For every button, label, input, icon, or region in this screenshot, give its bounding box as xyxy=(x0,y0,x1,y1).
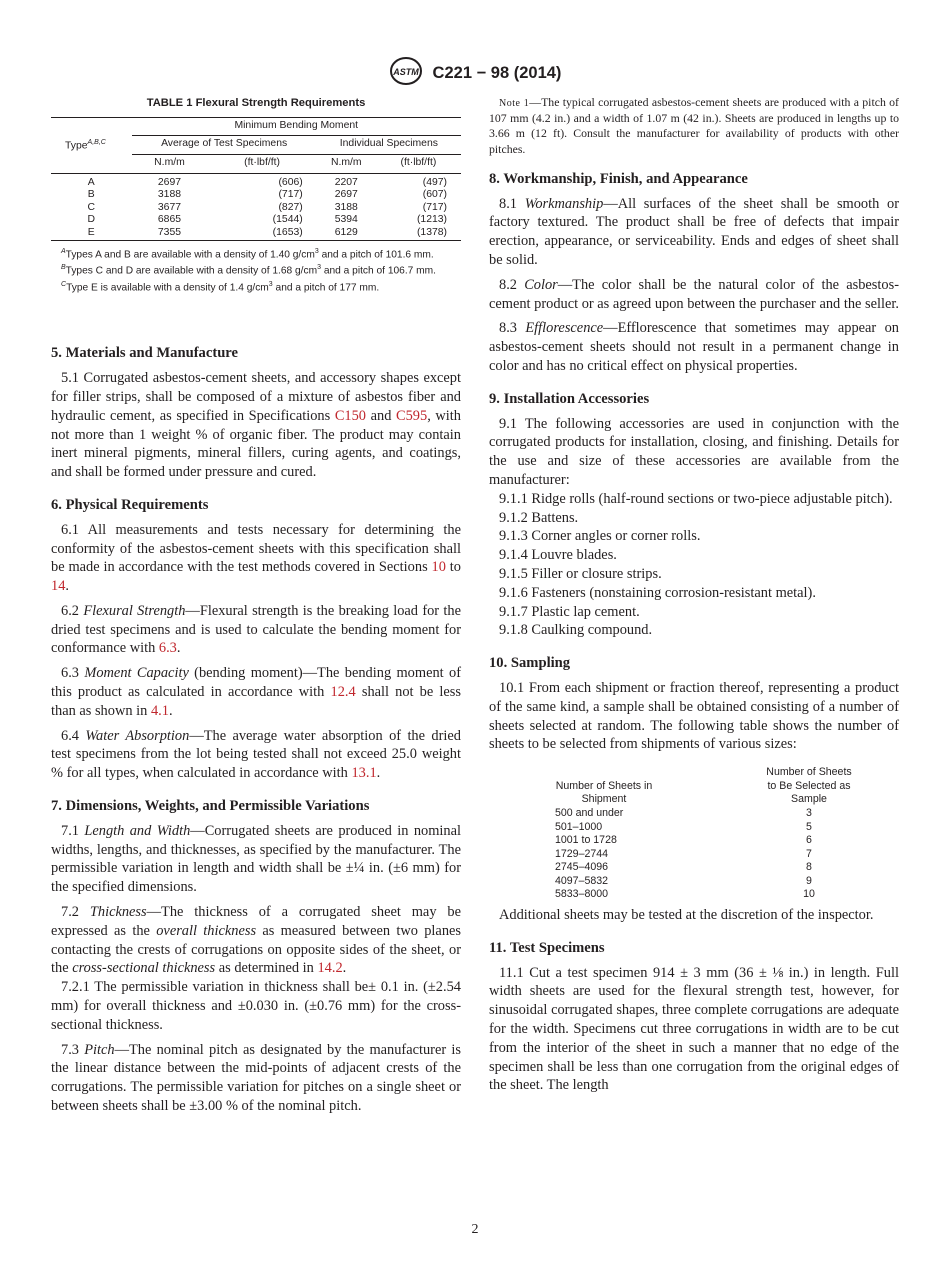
sampling-header-shipment: Number of Sheets in xyxy=(555,779,653,792)
sampling-header-sample: Number of Sheets xyxy=(766,766,852,779)
table-row: 5833–8000 10 xyxy=(555,888,815,901)
table-row: 4097–5832 9 xyxy=(555,874,812,887)
table-row: 500 and under 3 xyxy=(555,806,812,819)
paragraph-7-2-1: 7.2.1 The permissible variation in thickness shall be± 0.1 in. (±2.54 mm) for overall thickness and ±0.030 in. (±0.76 mm) for the cross-sectional thickness. xyxy=(51,979,461,1033)
link-4-1[interactable]: 4.1 xyxy=(150,702,169,719)
paragraph-7-1: 7.1 Length and Width—Corrugated sheets are produced in nominal widths, lengths, and thicknesses, as specified by the manufacturer. The permissible variation in length and width shall be ±¼ in. (±6 mm) for the specified dimensions. xyxy=(51,822,461,896)
link-6-3[interactable]: 6.3 xyxy=(158,640,177,657)
paragraph-10-1: 10.1 From each shipment or fraction thereof, representing a product of the same kind, a sample shall be obtained consisting of a number of sheets selected at random. The following table shows the number of sheets to be selected from shipments of various sizes: xyxy=(489,679,899,753)
table1-footnote-b: $^B$Types C and D are available with a density of 1.68 $g/cm^3$ and a pitch of 106.7 mm. xyxy=(61,264,436,277)
link-c595[interactable]: C595 xyxy=(396,407,428,424)
sub-header-individual: Individual Specimens xyxy=(317,136,461,155)
sub-header-average: Average of Test Specimens xyxy=(132,136,317,155)
paragraph-6-3: 6.3 Moment Capacity (bending moment)—The bending moment of this product as calculated in accordance with 12.4 shall not be less than as shown in 4.1. xyxy=(51,665,461,719)
list-item: 9.1.1 Ridge rolls (half-round sections or two-piece adjustable pitch). xyxy=(499,490,893,507)
unit-header: (ft·lbf/ft) xyxy=(244,156,280,168)
list-item: 9.1.8 Caulking compound. xyxy=(499,622,653,639)
unit-header: N.m/m xyxy=(154,156,185,168)
sampling-table: Number of Sheets Number of Sheets in to Be Selected as Shipment Sample 500 and under 3 501–1000 5 1001 to 1728 6 1729–2744 7 2745–4096 8 4097–5832 9 5833–8000 10 xyxy=(489,766,899,902)
document-designation: C221 − 98 (2014) xyxy=(432,64,562,82)
paragraph-10-2: Additional sheets may be tested at the discretion of the inspector. xyxy=(499,907,874,924)
unit-header: (ft·lbf/ft) xyxy=(400,156,437,168)
table-row: 501–1000 5 xyxy=(555,820,812,833)
section-10-heading: 10. Sampling xyxy=(489,655,571,672)
paragraph-6-2: 6.2 Flexural Strength—Flexural strength is the breaking load for the dried test specimens and is used to calculate the bending moment for conformance with 6.3. xyxy=(51,602,461,657)
page-header xyxy=(0,56,950,91)
right-column xyxy=(489,95,899,1095)
left-column xyxy=(51,90,461,1116)
svg-text:ASTM: ASTM xyxy=(392,67,419,77)
unit-header: N.m/m xyxy=(330,156,362,168)
section-9-heading: 9. Installation Accessories xyxy=(489,390,650,407)
type-header: Type$^{A,B,C}$ xyxy=(51,117,132,173)
list-item: 9.1.5 Filler or closure strips. xyxy=(499,565,662,582)
section-11-heading: 11. Test Specimens xyxy=(489,939,605,956)
paragraph-8-1: 8.1 Workmanship—All surfaces of the sheet shall be smooth or factory textured. The product shall be free of defects that impair erection, appearance, or serviceability. Ends and edges of sheet shall be solid. xyxy=(489,195,900,268)
table-row: 1001 to 1728 6 xyxy=(555,834,812,847)
flexural-strength-table xyxy=(51,117,461,241)
table1-footnote-c: $^C$Type E is available with a density of 1.4 $g/cm^3$ and a pitch of 177 mm. xyxy=(61,280,380,294)
table-row: D 6865 (1544) 5394 (1213) xyxy=(87,214,447,226)
link-c150[interactable]: C150 xyxy=(334,407,366,424)
section-5-heading: 5. Materials and Manufacture xyxy=(51,345,238,362)
list-item: 9.1.6 Fasteners (nonstaining corrosion-resistant metal). xyxy=(499,584,816,601)
paragraph-7-3: 7.3 Pitch—The nominal pitch as designated by the manufacturer is the linear distance between the mid-points of adjacent crests of the corrugations. The permissible variation for pitches on a single sheet or between sheets shall be ±3.00 % of the nominal pitch. xyxy=(51,1041,461,1115)
link-12-4[interactable]: 12.4 xyxy=(330,684,356,701)
link-section-10[interactable]: 10 xyxy=(431,559,446,576)
page-number: 2 xyxy=(471,1222,479,1237)
section-7-heading: 7. Dimensions, Weights, and Permissible Variations xyxy=(51,798,370,815)
list-item: 9.1.7 Plastic lap cement. xyxy=(499,603,640,620)
list-item: 9.1.4 Louvre blades. xyxy=(499,547,617,564)
table1-caption: TABLE 1 Flexural Strength Requirements xyxy=(146,97,366,109)
paragraph-8-3: 8.3 Efflorescence—Efflorescence that sometimes may appear on asbestos-cement sheets should not result in a permanent change in color and has no critical effect on physical properties. xyxy=(489,320,899,374)
table-row: 1729–2744 7 xyxy=(555,847,812,860)
link-14-2[interactable]: 14.2 xyxy=(317,960,343,977)
paragraph-6-4: 6.4 Water Absorption—The average water absorption of the dried test specimens from the lot being tested shall not exceed 25.0 weight % for all types, when calculated in accordance with 13.1. xyxy=(51,727,461,782)
list-item: 9.1.2 Battens. xyxy=(499,509,579,526)
group-header: Minimum Bending Moment xyxy=(132,117,461,136)
section-6-heading: 6. Physical Requirements xyxy=(51,496,209,513)
paragraph-8-2: 8.2 Color—The color shall be the natural color of the asbestos-cement product or as agreed upon between the purchaser and the seller. xyxy=(489,276,899,312)
table1-footnote-a: $^A$Types A and B are available with a density of 1.40 $g/cm^3$ and a pitch of 101.6 mm. xyxy=(61,247,434,260)
paragraph-9-1: 9.1 The following accessories are used in conjunction with the corrugated products for installation, closing, and finishing. Details for the use and size of these accessories are available from the manufacturer: xyxy=(489,415,899,488)
paragraph-5-1: 5.1 Corrugated asbestos-cement sheets, and accessory shapes except for filler strips, shall be composed of a mixture of asbestos fiber and hydraulic cement, as specified in Specifications C150 and C595, with not more than 1 weight % of organic fiber. The product may contain inert mineral pigments, mineral fillers, curing agents, and coatings, and shall be formed under pressure and cured. xyxy=(51,370,461,481)
list-item: 9.1.3 Corner angles or corner rolls. xyxy=(499,528,701,545)
table-row: 2745–4096 8 xyxy=(555,861,812,874)
table-row: E 7355 (1653) 6129 (1378) xyxy=(51,227,461,240)
paragraph-6-1: 6.1 All measurements and tests necessary for determining the conformity of the asbestos-cement sheets with this specification shall be made in accordance with the test methods covered in Sections 10 to 14. xyxy=(51,521,461,595)
link-13-1[interactable]: 13.1 xyxy=(351,765,377,782)
table-row: C 3677 (827) 3188 (717) xyxy=(87,201,447,213)
paragraph-7-2: 7.2 Thickness—The thickness of a corrugated sheet may be expressed as the overall thickness as measured between two planes contacting the crests of corrugations on opposite sides of the sheet, or the cross-sectional thickness as determined in 14.2. xyxy=(51,904,462,977)
link-section-14[interactable]: 14 xyxy=(51,578,66,595)
section-8-heading: 8. Workmanship, Finish, and Appearance xyxy=(489,170,748,187)
note-1: Note 1—The typical corrugated asbestos-cement sheets are produced with a pitch of 107 mm (4.2 in.) and a width of 1.07 m (42 in.). Sheets are produced in lengths up to 3.66 m (12 ft). Consult the manufacturer for availability of products with other pitches. xyxy=(489,95,899,156)
astm-logo-icon xyxy=(389,56,423,91)
table-row: A 2697 (606) 2207 (497) xyxy=(87,176,447,188)
paragraph-11-1: 11.1 Cut a test specimen 914 ± 3 mm (36 ± ⅛ in.) in length. Full width sheets are used for the flexural strength test, however, for sinusoidal corrugated shapes, three complete corrugations are adequate for the width. Specimens cut three corrugations in width are to be cut from the interior of the sheet in such a manner that no edge of the specimen shall be less than one corrugation from the original edges of the sheet. The length xyxy=(489,964,899,1094)
table-row: B 3188 (717) 2697 (607) xyxy=(87,189,447,201)
